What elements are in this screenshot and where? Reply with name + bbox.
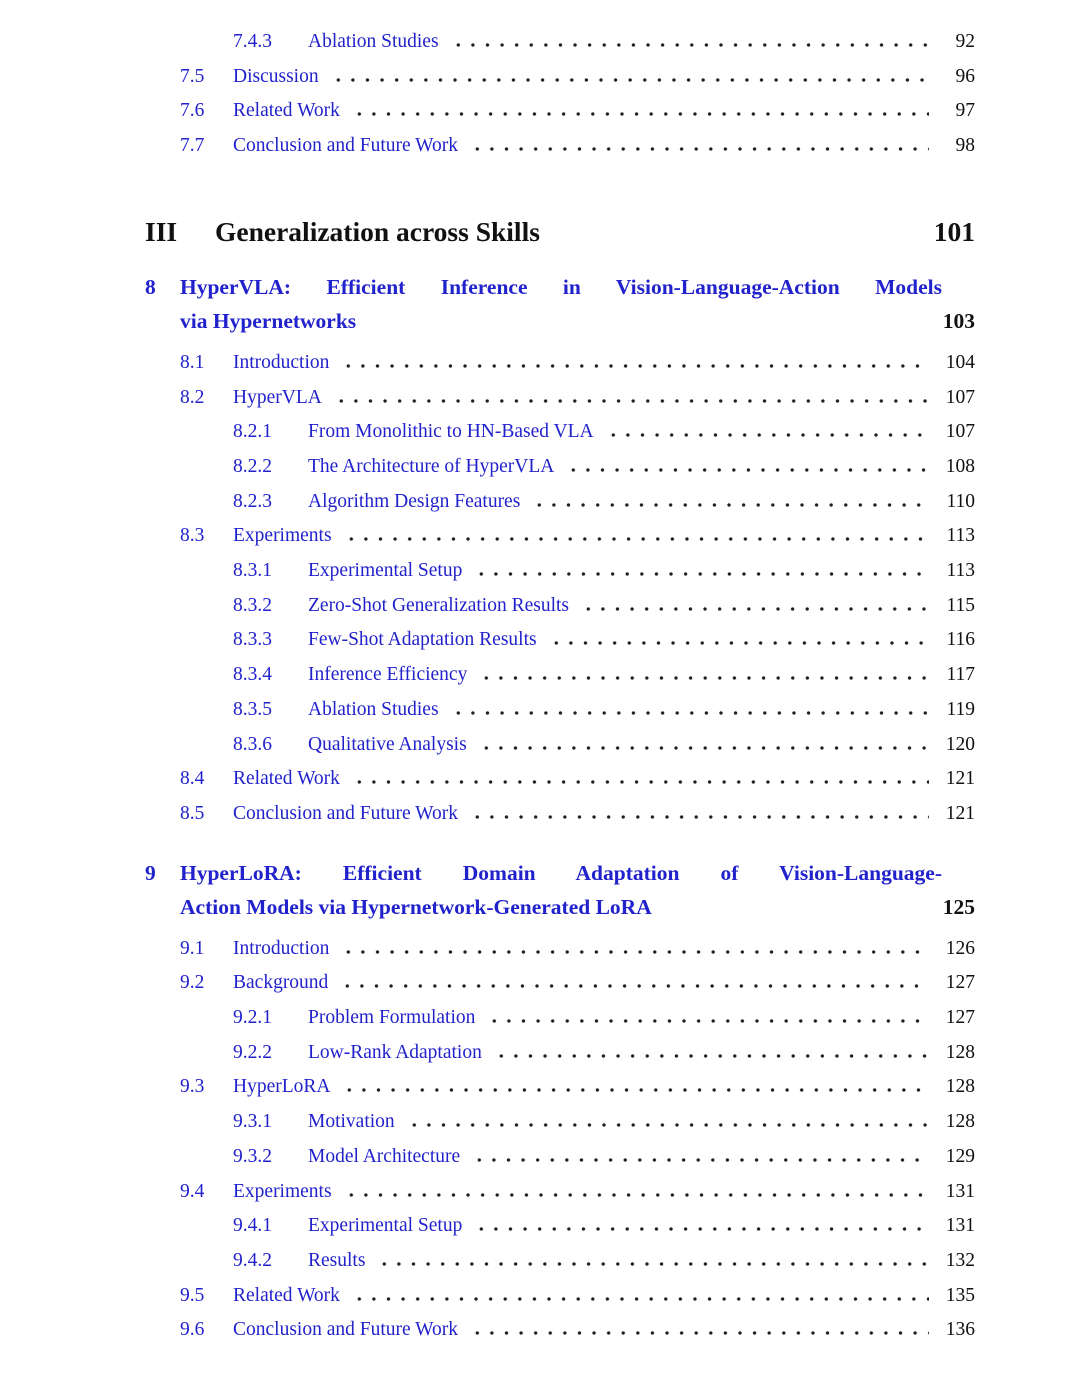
dot-leader [474,572,929,576]
entry-number: 8.5 [180,802,205,824]
entry-page-number: 136 [945,1319,975,1341]
entry-page-number: 126 [945,937,975,959]
dot-leader [341,364,929,368]
part-heading[interactable] [145,214,975,250]
dot-leader [352,780,929,784]
toc-section-row[interactable] [145,966,975,1001]
entry-title: Experiments [233,525,332,547]
entry-page-number: 119 [946,698,975,720]
toc-subsection-row[interactable] [145,623,975,658]
dot-leader [470,147,929,151]
chapter-heading[interactable] [145,856,975,924]
dot-leader [341,950,929,954]
toc-subsection-row[interactable] [145,554,975,589]
entry-number: 9.2.2 [233,1041,272,1063]
entry-title: HyperLoRA [233,1076,331,1098]
chapter-heading-line2 [145,890,975,924]
entry-page-number: 104 [945,351,975,373]
dot-leader [344,1193,929,1197]
toc-pre-part-section [145,25,975,164]
entry-number: 9.1 [180,937,205,959]
entry-page-number: 116 [946,629,975,651]
toc-subsection-row[interactable] [145,658,975,693]
entry-page-number: 132 [945,1249,975,1271]
entry-number: 8.2 [180,386,205,408]
chapter-heading-line1 [145,856,975,890]
entry-title: The Architecture of HyperVLA [308,455,555,477]
entry-number: 8.3.5 [233,698,272,720]
entry-number: 9.4.1 [233,1215,272,1237]
entry-page-number: 115 [946,594,975,616]
entry-title: Conclusion and Future Work [233,135,459,157]
entry-title: HyperVLA [233,386,322,408]
entry-page-number: 127 [945,972,975,994]
entry-number: 8.3 [180,525,205,547]
toc-section-row[interactable] [145,1313,975,1348]
entry-page-number: 108 [945,455,975,477]
entry-number: 9.5 [180,1284,205,1306]
entry-title: Model Architecture [308,1145,461,1167]
entry-number: 9.2.1 [233,1007,272,1029]
toc-subsection-row[interactable] [145,589,975,624]
dot-leader [494,1054,929,1058]
entry-page-number: 129 [945,1145,975,1167]
entry-number: 7.4.3 [233,31,272,52]
entry-title: Introduction [233,937,330,959]
entry-title: Problem Formulation [308,1007,476,1029]
entry-title: Related Work [233,1284,340,1306]
entry-number: 7.6 [180,100,205,122]
chapter-title-line1: HyperLoRA: Efficient Domain Adaptation of Vision-Language- [180,860,942,885]
chapter-title-line2: via Hypernetworks [180,308,357,333]
toc-section-row[interactable] [145,762,975,797]
entry-title: Related Work [233,768,340,790]
entry-title: Motivation [308,1111,395,1133]
entry-title: Related Work [233,100,340,122]
chapter-number: 9 [145,860,156,885]
chapter-heading[interactable] [145,270,975,338]
entry-title: Background [233,972,329,994]
dot-leader [479,676,929,680]
dot-leader [407,1123,929,1127]
toc-subsection-row[interactable] [145,450,975,485]
dot-leader [566,468,929,472]
toc-section-row[interactable] [145,519,975,554]
entry-number: 9.2 [180,972,205,994]
dot-leader [581,607,929,611]
entry-number: 8.2.3 [233,490,272,512]
toc-section-row[interactable] [145,381,975,416]
entry-title: Discussion [233,65,319,87]
toc-section-row[interactable] [145,1279,975,1314]
dot-leader [487,1019,929,1023]
entry-title: Results [308,1249,366,1271]
toc-section-row[interactable] [145,60,975,95]
entry-number: 8.4 [180,768,205,790]
entry-number: 9.4.2 [233,1249,272,1271]
entry-title: Few-Shot Adaptation Results [308,629,537,651]
entry-number: 8.2.2 [233,455,272,477]
dot-leader [377,1262,929,1266]
part-page-number: 101 [933,215,975,247]
entry-title: Conclusion and Future Work [233,1319,459,1341]
entry-number: 8.3.6 [233,733,272,755]
entry-number: 9.3 [180,1076,205,1098]
entry-page-number: 135 [945,1284,975,1306]
entry-title: Qualitative Analysis [308,733,467,755]
entry-number: 7.5 [180,65,205,87]
toc-section-row[interactable] [145,797,975,832]
toc-section-row[interactable] [145,346,975,381]
entry-title: Low-Rank Adaptation [308,1041,482,1063]
toc-subsection-row[interactable] [145,1036,975,1071]
entry-number: 8.3.4 [233,664,272,686]
entry-number: 8.3.1 [233,560,272,582]
entry-page-number: 121 [945,768,975,790]
toc-section-row[interactable] [145,1070,975,1105]
dot-leader [532,503,929,507]
entry-page-number: 128 [945,1111,975,1133]
dot-leader [342,1088,929,1092]
dot-leader [474,1227,929,1231]
entry-page-number: 128 [945,1076,975,1098]
chapter-block [145,856,975,1348]
toc-subsection-row[interactable] [145,415,975,450]
dot-leader [451,43,929,47]
entry-number: 8.2.1 [233,421,272,443]
entry-page-number: 107 [945,386,975,408]
toc-subsection-row[interactable] [145,1244,975,1279]
chapter-heading-line2 [145,304,975,338]
chapter-page-number: 103 [942,308,975,333]
entry-page-number: 113 [946,525,975,547]
entry-number: 8.3.2 [233,594,272,616]
entry-number: 7.7 [180,135,205,157]
toc-section-row[interactable] [145,129,975,164]
entry-title: Ablation Studies [308,31,439,52]
toc-chapters-section [145,270,975,1348]
entry-number: 8.3.3 [233,629,272,651]
dot-leader [344,537,929,541]
chapter-number: 8 [145,274,156,299]
dot-leader [352,112,929,116]
entry-page-number: 121 [945,802,975,824]
entry-title: Experimental Setup [308,1215,463,1237]
chapter-page-number: 125 [942,894,975,919]
toc-subsection-row[interactable] [145,728,975,763]
dot-leader [451,711,929,715]
toc-section-row[interactable] [145,1175,975,1210]
entry-page-number: 128 [945,1041,975,1063]
entry-number: 9.3.1 [233,1111,272,1133]
toc-subsection-row[interactable] [145,1140,975,1175]
dot-leader [340,984,929,988]
toc-subsection-row[interactable] [145,25,975,60]
entry-page-number: 107 [945,421,975,443]
entry-title: Ablation Studies [308,698,439,720]
entry-page-number: 96 [955,65,975,87]
toc-section-row[interactable] [145,932,975,967]
entry-title: Conclusion and Future Work [233,802,459,824]
entry-page-number: 98 [955,135,975,157]
entry-page-number: 120 [945,733,975,755]
chapter-heading-line1 [145,270,975,304]
entry-page-number: 127 [945,1007,975,1029]
toc-subsection-row[interactable] [145,485,975,520]
dot-leader [479,746,929,750]
entry-title: Inference Efficiency [308,664,468,686]
entry-title: Introduction [233,351,330,373]
dot-leader [472,1158,929,1162]
entry-page-number: 110 [946,490,975,512]
entry-page-number: 113 [946,560,975,582]
entry-title: Zero-Shot Generalization Results [308,594,570,616]
chapter-block [145,270,975,832]
entry-title: Algorithm Design Features [308,490,521,512]
entry-page-number: 131 [945,1215,975,1237]
part-title: Generalization across Skills [215,215,540,247]
dot-leader [470,1331,929,1335]
entry-page-number: 117 [946,664,975,686]
entry-title: Experimental Setup [308,560,463,582]
toc-subsection-row[interactable] [145,693,975,728]
chapter-title-line1: HyperVLA: Efficient Inference in Vision-Language-Action Models [180,274,942,299]
dot-leader [549,641,929,645]
dot-leader [352,1297,929,1301]
dot-leader [470,815,929,819]
dot-leader [606,433,929,437]
entry-number: 8.1 [180,351,205,373]
entry-page-number: 97 [955,100,975,122]
dot-leader [331,78,929,82]
part-number: III [145,215,178,247]
entry-page-number: 131 [945,1180,975,1202]
toc-section-row[interactable] [145,94,975,129]
toc-subsection-row[interactable] [145,1209,975,1244]
toc-subsection-row[interactable] [145,1001,975,1036]
entry-title: From Monolithic to HN-Based VLA [308,421,594,443]
toc-subsection-row[interactable] [145,1105,975,1140]
entry-number: 9.6 [180,1319,205,1341]
entry-number: 9.4 [180,1180,205,1202]
entry-number: 9.3.2 [233,1145,272,1167]
entry-title: Experiments [233,1180,332,1202]
chapter-title-line2: Action Models via Hypernetwork-Generated LoRA [180,894,652,919]
dot-leader [334,399,929,403]
entry-page-number: 92 [955,31,975,52]
